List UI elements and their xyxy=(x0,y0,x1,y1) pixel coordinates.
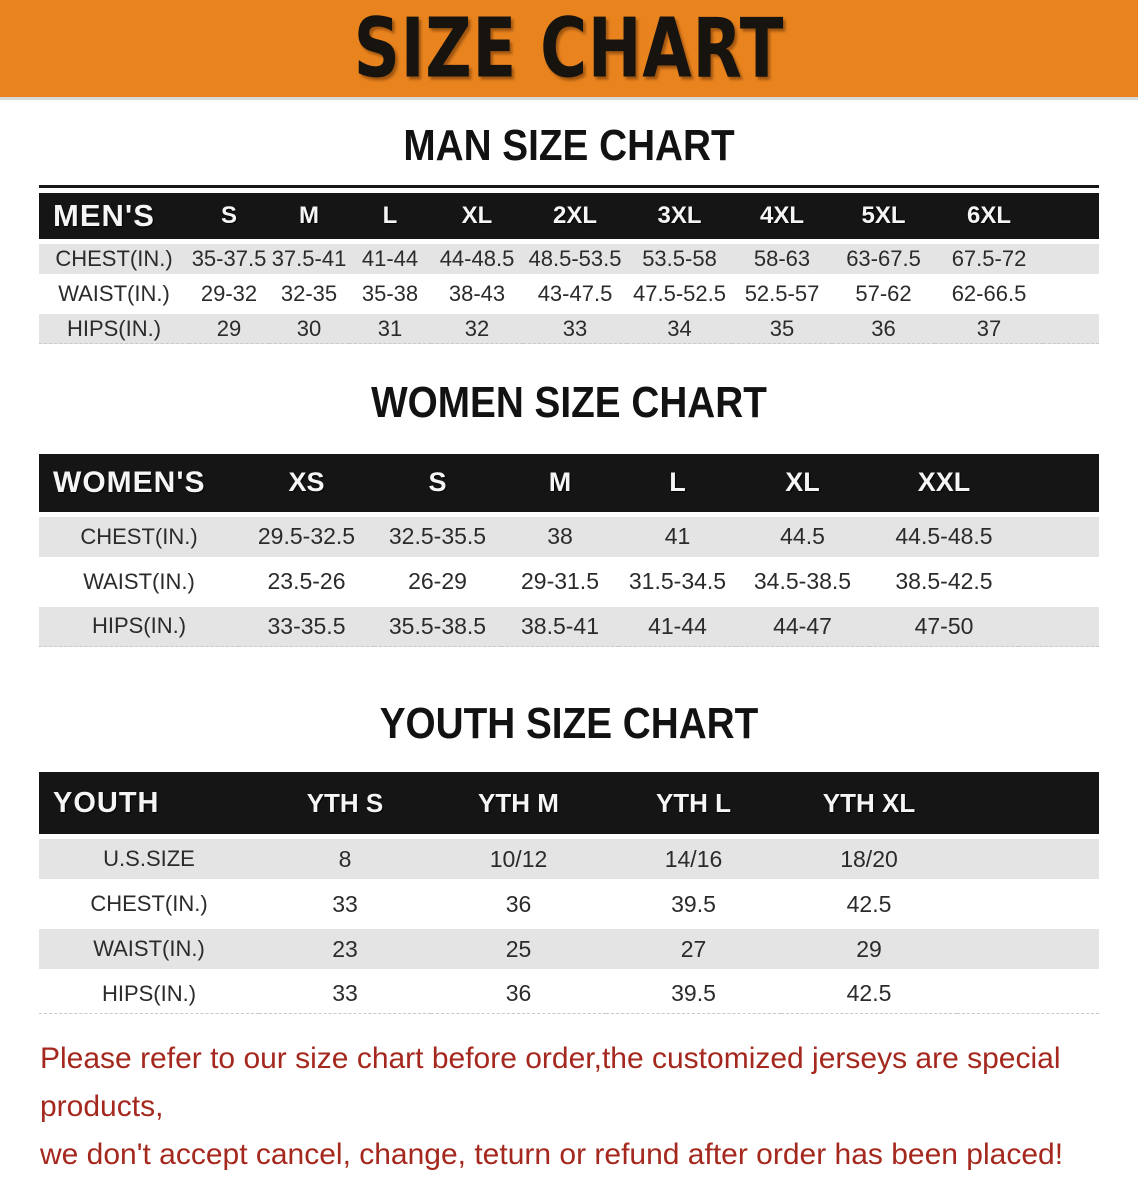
men-size-table xyxy=(39,185,1099,349)
row-label: WAIST(IN.) xyxy=(39,279,189,309)
men-col-header-2xl: 2XL xyxy=(523,193,627,239)
table-cell: 23 xyxy=(259,929,431,969)
row-label: CHEST(IN.) xyxy=(39,884,259,924)
youth-hips-row xyxy=(39,974,1099,1014)
table-cell: 31.5-34.5 xyxy=(619,562,736,602)
table-cell: 25 xyxy=(431,929,606,969)
table-cell: 26-29 xyxy=(374,562,501,602)
table-cell: 32 xyxy=(431,314,523,344)
table-cell: 36 xyxy=(832,314,935,344)
women-size-table xyxy=(39,449,1099,652)
spacer-cell xyxy=(957,884,1099,924)
table-cell: 34 xyxy=(627,314,732,344)
women-table-corner-label: WOMEN'S xyxy=(39,454,239,512)
women-hips-row xyxy=(39,607,1099,647)
row-label: CHEST(IN.) xyxy=(39,517,239,557)
men-header-row xyxy=(39,193,1099,239)
order-notice-line2: we don't accept cancel, change, teturn or refund after order has been placed! xyxy=(40,1138,1064,1172)
table-cell: 32-35 xyxy=(269,279,349,309)
youth-ussize-row xyxy=(39,839,1099,879)
spacer-cell xyxy=(957,839,1099,879)
table-cell: 67.5-72 xyxy=(935,244,1043,274)
row-label: U.S.SIZE xyxy=(39,839,259,879)
table-cell: 41-44 xyxy=(619,607,736,647)
table-cell: 33 xyxy=(259,974,431,1014)
table-cell: 38-43 xyxy=(431,279,523,309)
women-size-section xyxy=(0,379,1138,651)
spacer-cell xyxy=(1043,244,1099,274)
table-cell: 44.5-48.5 xyxy=(869,517,1019,557)
table-cell: 63-67.5 xyxy=(832,244,935,274)
table-cell: 32.5-35.5 xyxy=(374,517,501,557)
youth-size-table xyxy=(39,767,1099,1019)
men-col-header-5xl: 5XL xyxy=(832,193,935,239)
youth-col-header-l: YTH L xyxy=(606,772,781,834)
table-cell: 62-66.5 xyxy=(935,279,1043,309)
table-cell: 38.5-42.5 xyxy=(869,562,1019,602)
table-cell: 42.5 xyxy=(781,884,957,924)
youth-col-header-s: YTH S xyxy=(259,772,431,834)
table-cell: 43-47.5 xyxy=(523,279,627,309)
banner-title: SIZE CHART xyxy=(353,1,785,96)
spacer-cell xyxy=(1043,314,1099,344)
table-cell: 33 xyxy=(523,314,627,344)
spacer-cell xyxy=(1043,279,1099,309)
table-cell: 10/12 xyxy=(431,839,606,879)
table-cell: 36 xyxy=(431,974,606,1014)
spacer-cell xyxy=(957,772,1099,834)
table-cell: 31 xyxy=(349,314,431,344)
table-cell: 38.5-41 xyxy=(501,607,619,647)
spacer-cell xyxy=(1019,607,1099,647)
row-label: WAIST(IN.) xyxy=(39,929,259,969)
youth-section-heading: YOUTH SIZE CHART xyxy=(379,698,759,748)
women-col-header-s: S xyxy=(374,454,501,512)
table-cell: 58-63 xyxy=(732,244,832,274)
women-col-header-xxl: XXL xyxy=(869,454,1019,512)
table-cell: 35-37.5 xyxy=(189,244,269,274)
row-label: HIPS(IN.) xyxy=(39,974,259,1014)
table-cell: 42.5 xyxy=(781,974,957,1014)
men-col-header-3xl: 3XL xyxy=(627,193,732,239)
table-cell: 23.5-26 xyxy=(239,562,374,602)
table-cell: 34.5-38.5 xyxy=(736,562,869,602)
men-col-header-m: M xyxy=(269,193,349,239)
table-cell: 29-32 xyxy=(189,279,269,309)
table-cell: 44-48.5 xyxy=(431,244,523,274)
table-cell: 29.5-32.5 xyxy=(239,517,374,557)
women-col-header-m: M xyxy=(501,454,619,512)
table-cell: 29 xyxy=(781,929,957,969)
row-label: HIPS(IN.) xyxy=(39,314,189,344)
women-col-header-l: L xyxy=(619,454,736,512)
youth-col-header-xl: YTH XL xyxy=(781,772,957,834)
men-col-header-6xl: 6XL xyxy=(935,193,1043,239)
men-hips-row xyxy=(39,314,1099,344)
table-cell: 33-35.5 xyxy=(239,607,374,647)
spacer-cell xyxy=(1019,562,1099,602)
table-cell: 39.5 xyxy=(606,884,781,924)
row-label: CHEST(IN.) xyxy=(39,244,189,274)
order-notice xyxy=(0,1035,1138,1179)
men-col-header-xl: XL xyxy=(431,193,523,239)
table-cell: 47-50 xyxy=(869,607,1019,647)
youth-header-row xyxy=(39,772,1099,834)
table-cell: 8 xyxy=(259,839,431,879)
table-cell: 57-62 xyxy=(832,279,935,309)
women-header-row xyxy=(39,454,1099,512)
table-cell: 35 xyxy=(732,314,832,344)
table-cell: 35-38 xyxy=(349,279,431,309)
youth-col-header-m: YTH M xyxy=(431,772,606,834)
order-notice-line1: Please refer to our size chart before order,the customized jerseys are special products, xyxy=(40,1042,1061,1124)
men-chest-row xyxy=(39,244,1099,274)
table-cell: 38 xyxy=(501,517,619,557)
spacer-cell xyxy=(957,974,1099,1014)
women-chest-row xyxy=(39,517,1099,557)
table-cell: 41-44 xyxy=(349,244,431,274)
women-section-heading: WOMEN SIZE CHART xyxy=(371,378,767,428)
men-col-header-s: S xyxy=(189,193,269,239)
row-label: HIPS(IN.) xyxy=(39,607,239,647)
table-cell: 29-31.5 xyxy=(501,562,619,602)
table-cell: 44.5 xyxy=(736,517,869,557)
table-cell: 35.5-38.5 xyxy=(374,607,501,647)
youth-table-corner-label: YOUTH xyxy=(39,772,259,834)
women-col-header-xl: XL xyxy=(736,454,869,512)
table-cell: 53.5-58 xyxy=(627,244,732,274)
men-section-heading: MAN SIZE CHART xyxy=(403,121,735,170)
youth-chest-row xyxy=(39,884,1099,924)
table-cell: 14/16 xyxy=(606,839,781,879)
table-cell: 29 xyxy=(189,314,269,344)
table-cell: 47.5-52.5 xyxy=(627,279,732,309)
table-cell: 33 xyxy=(259,884,431,924)
men-col-header-l: L xyxy=(349,193,431,239)
table-cell: 48.5-53.5 xyxy=(523,244,627,274)
men-size-section xyxy=(0,122,1138,349)
youth-waist-row xyxy=(39,929,1099,969)
spacer-cell xyxy=(1019,517,1099,557)
men-table-corner-label: MEN'S xyxy=(39,193,189,239)
spacer-cell xyxy=(957,929,1099,969)
table-cell: 44-47 xyxy=(736,607,869,647)
youth-size-section xyxy=(0,700,1138,1019)
table-cell: 37.5-41 xyxy=(269,244,349,274)
women-waist-row xyxy=(39,562,1099,602)
table-cell: 36 xyxy=(431,884,606,924)
table-cell: 27 xyxy=(606,929,781,969)
size-chart-banner xyxy=(0,0,1138,100)
table-cell: 52.5-57 xyxy=(732,279,832,309)
table-cell: 39.5 xyxy=(606,974,781,1014)
men-col-header-4xl: 4XL xyxy=(732,193,832,239)
table-cell: 37 xyxy=(935,314,1043,344)
women-col-header-xs: XS xyxy=(239,454,374,512)
table-cell: 18/20 xyxy=(781,839,957,879)
men-waist-row xyxy=(39,279,1099,309)
spacer-cell xyxy=(1043,193,1099,239)
table-cell: 30 xyxy=(269,314,349,344)
row-label: WAIST(IN.) xyxy=(39,562,239,602)
spacer-cell xyxy=(1019,454,1099,512)
table-cell: 41 xyxy=(619,517,736,557)
